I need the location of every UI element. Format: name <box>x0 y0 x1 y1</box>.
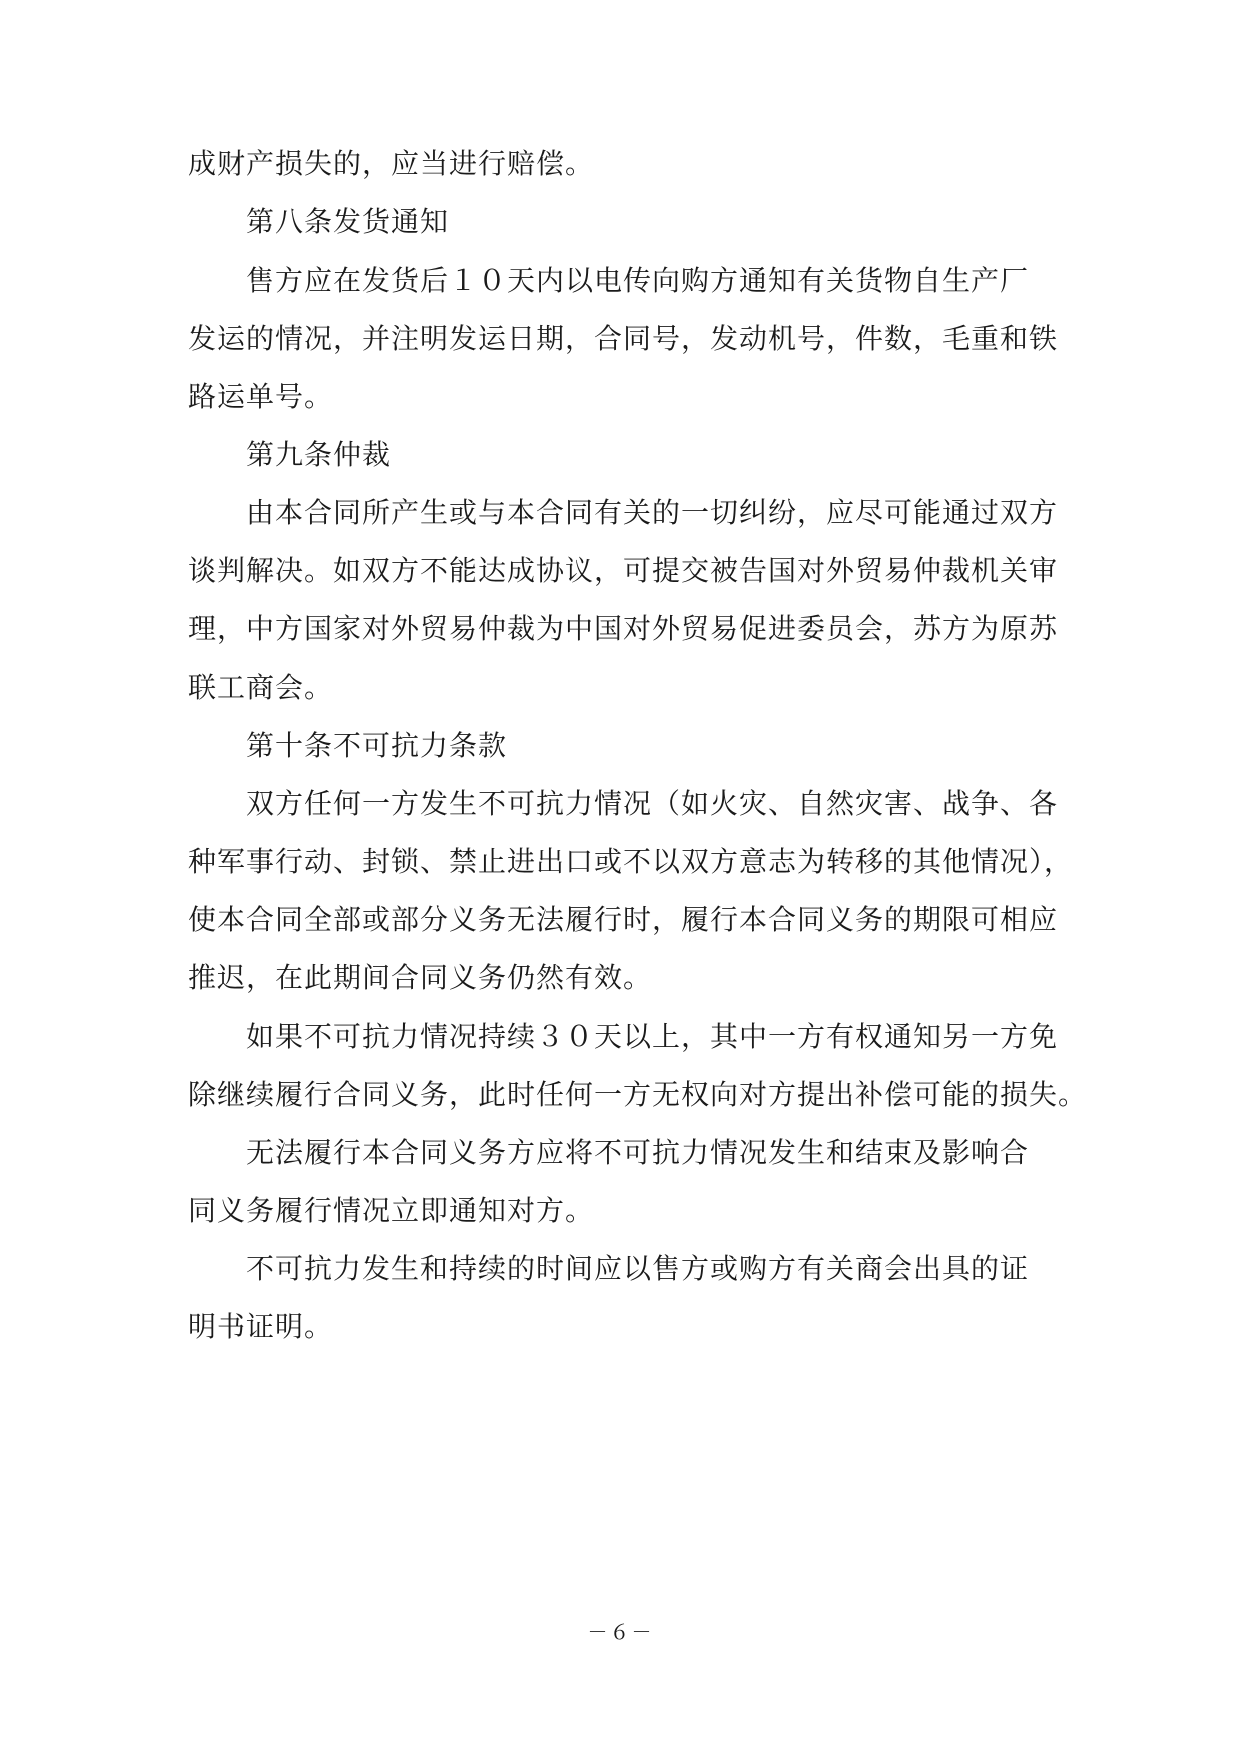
text-line: 种军事行动、封锁、禁止进出口或不以双方意志为转移的其他情况）， <box>188 845 1074 878</box>
section-heading-article-8: 第八条发货通知 <box>246 205 450 238</box>
text-line: 使本合同全部或部分义务无法履行时，履行本合同义务的期限可相应 <box>188 903 1059 936</box>
text-line: 成财产损失的，应当进行赔偿。 <box>188 147 595 180</box>
text-line: 发运的情况，并注明发运日期，合同号，发动机号，件数，毛重和铁 <box>188 322 1059 355</box>
page-number: －６－ <box>587 1620 654 1644</box>
section-heading-article-10: 第十条不可抗力条款 <box>246 729 508 762</box>
text-line: 理，中方国家对外贸易仲裁为中国对外贸易促进委员会，苏方为原苏 <box>188 612 1059 645</box>
text-line: 推迟，在此期间合同义务仍然有效。 <box>188 961 653 994</box>
text-line: 由本合同所产生或与本合同有关的一切纠纷，应尽可能通过双方 <box>246 496 1059 529</box>
text-line: 除继续履行合同义务，此时任何一方无权向对方提出补偿可能的损失。 <box>188 1078 1088 1111</box>
text-line: 如果不可抗力情况持续３０天以上，其中一方有权通知另一方免 <box>246 1020 1059 1053</box>
section-heading-article-9: 第九条仲裁 <box>246 438 392 471</box>
text-line: 不可抗力发生和持续的时间应以售方或购方有关商会出具的证 <box>246 1252 1030 1285</box>
text-line: 联工商会。 <box>188 671 334 704</box>
text-line: 无法履行本合同义务方应将不可抗力情况发生和结束及影响合 <box>246 1136 1030 1169</box>
text-line: 售方应在发货后１０天内以电传向购方通知有关货物自生产厂 <box>246 264 1030 297</box>
text-line: 谈判解决。如双方不能达成协议，可提交被告国对外贸易仲裁机关审 <box>188 554 1059 587</box>
text-line: 明书证明。 <box>188 1310 334 1343</box>
text-line: 路运单号。 <box>188 380 334 413</box>
text-line: 同义务履行情况立即通知对方。 <box>188 1194 595 1227</box>
text-line: 双方任何一方发生不可抗力情况（如火灾、自然灾害、战争、各 <box>246 787 1059 820</box>
